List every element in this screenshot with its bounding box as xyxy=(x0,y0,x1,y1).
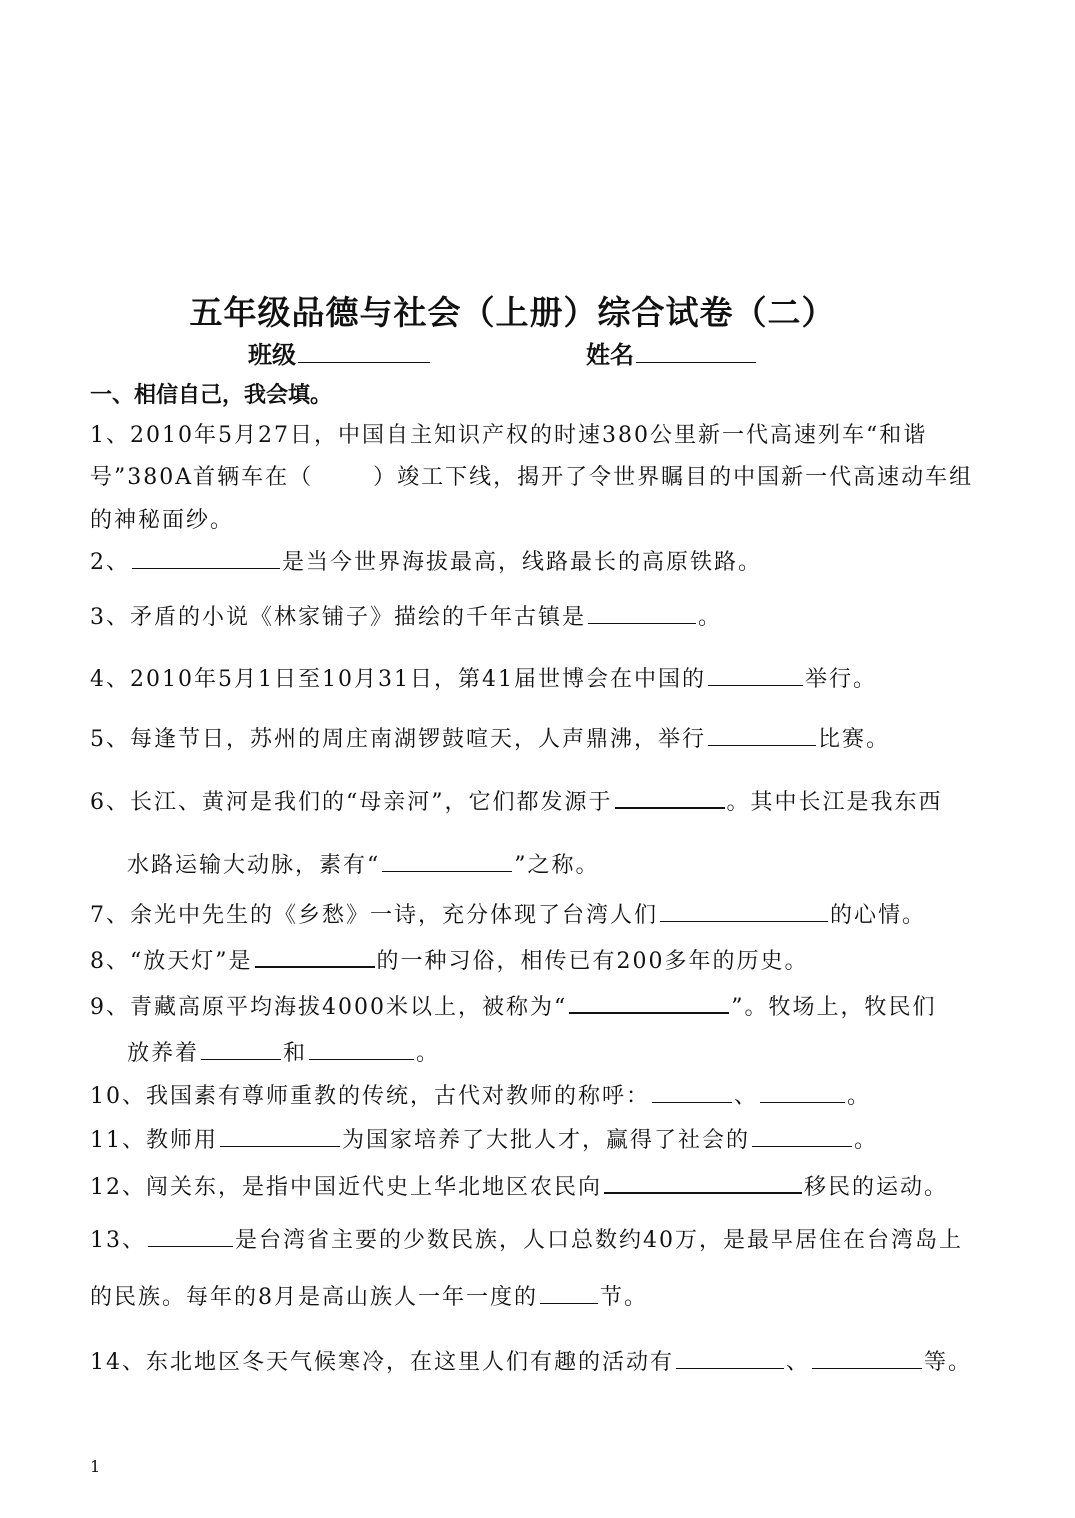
class-field xyxy=(248,335,432,370)
question-11: 11、教师用 为国家培养了大批人才，赢得了社会的 。 xyxy=(90,1123,878,1154)
q6-blank-2[interactable] xyxy=(382,849,512,872)
page-number: 1 xyxy=(90,1457,101,1476)
q9-blank-2[interactable] xyxy=(201,1037,281,1060)
q11-blank-1[interactable] xyxy=(220,1124,340,1147)
q8-blank[interactable] xyxy=(255,944,375,968)
question-5: 5、每逢节日，苏州的周庄南湖锣鼓喧天，人声鼎沸，举行 比赛。 xyxy=(90,722,890,753)
question-9-line-1: 9、青藏高原平均海拔4000米以上，被称为“ ”。牧场上，牧民们 xyxy=(90,990,936,1021)
class-label: 班级 xyxy=(248,341,296,369)
q13-blank-1[interactable] xyxy=(148,1224,233,1247)
question-14: 14、东北地区冬天气候寒冷，在这里人们有趣的活动有 、 等。 xyxy=(90,1345,972,1376)
question-1-line-1: 1、2010年5月27日，中国自主知识产权的时速380公里新一代高速列车“和谐 xyxy=(90,423,928,448)
q5-blank[interactable] xyxy=(708,723,816,746)
question-4: 4、2010年5月1日至10月31日，第41届世博会在中国的 举行。 xyxy=(90,662,877,693)
section-heading: 一、相信自己，我会填。 xyxy=(90,383,333,408)
q10-blank-1[interactable] xyxy=(652,1080,732,1103)
q10-blank-2[interactable] xyxy=(760,1080,845,1103)
question-12: 12、闯关东，是指中国近代史上华北地区农民向 移民的运动。 xyxy=(90,1170,948,1201)
q3-blank[interactable] xyxy=(588,601,696,624)
q14-blank-1[interactable] xyxy=(676,1346,784,1369)
q9-blank-1[interactable] xyxy=(569,990,729,1014)
q13-blank-2[interactable] xyxy=(540,1281,598,1304)
question-1-line-2: 号”380A首辆车在（ ）竣工下线，揭开了令世界瞩目的中国新一代高速动车组 xyxy=(90,465,974,490)
class-blank[interactable] xyxy=(298,340,430,363)
q2-blank[interactable] xyxy=(132,546,280,569)
question-2: 2、 是当今世界海拔最高，线路最长的高原铁路。 xyxy=(90,545,762,576)
q12-blank[interactable] xyxy=(604,1170,802,1194)
q11-blank-2[interactable] xyxy=(752,1124,852,1147)
name-blank[interactable] xyxy=(636,340,756,363)
q14-blank-2[interactable] xyxy=(812,1346,922,1369)
question-13-line-2: 的民族。每年的8月是高山族人一年一度的 节。 xyxy=(90,1280,648,1311)
question-6-line-2: 水路运输大动脉，素有“ ”之称。 xyxy=(127,848,600,879)
q4-blank[interactable] xyxy=(708,663,803,686)
question-13-line-1: 13、 是台湾省主要的少数民族，人口总数约40万，是最早居住在台湾岛上 xyxy=(90,1223,963,1254)
name-label: 姓名 xyxy=(586,341,634,369)
question-10: 10、我国素有尊师重教的传统，古代对教师的称呼： 、 。 xyxy=(90,1079,871,1110)
question-3: 3、矛盾的小说《林家铺子》描绘的千年古镇是 。 xyxy=(90,600,722,631)
name-field xyxy=(586,335,758,370)
question-7: 7、余光中先生的《乡愁》一诗，充分体现了台湾人们 的心情。 xyxy=(90,898,926,929)
question-6-line-1: 6、长江、黄河是我们的“母亲河”，它们都发源于 。其中长江是我东西 xyxy=(90,785,943,816)
question-1-line-3: 的神秘面纱。 xyxy=(90,508,235,533)
q6-blank-1[interactable] xyxy=(615,785,725,809)
page-title: 五年级品德与社会（上册）综合试卷（二） xyxy=(189,293,836,332)
question-9-line-2: 放养着 和 。 xyxy=(127,1036,440,1067)
q7-blank[interactable] xyxy=(660,899,828,922)
q9-blank-3[interactable] xyxy=(309,1037,414,1060)
question-8: 8、“放天灯”是 的一种习俗，相传已有200多年的历史。 xyxy=(90,944,809,975)
